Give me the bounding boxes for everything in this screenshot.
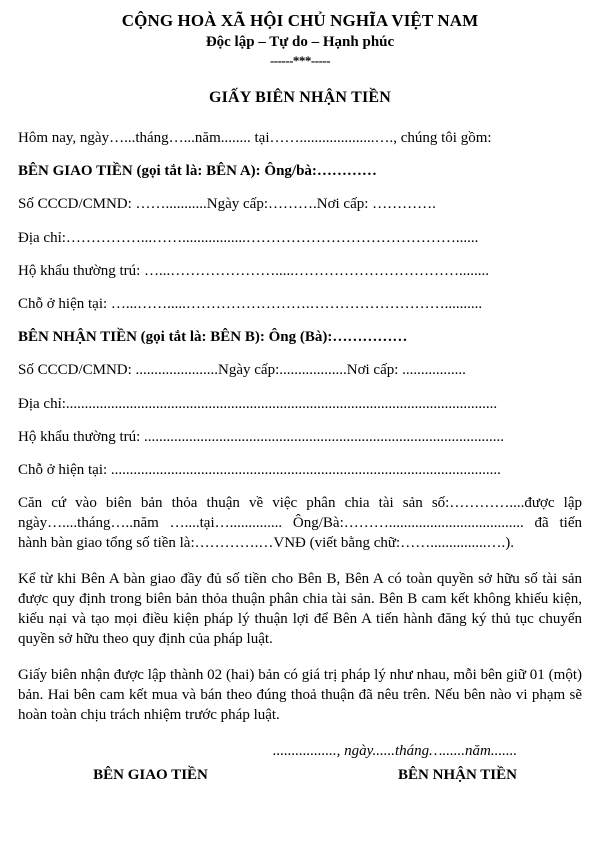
copies-paragraph: Giấy biên nhận được lập thành 02 (hai) bản có giá trị pháp lý như nhau, mỗi bên giữ 01 (một) bản. Hai bên cam kết mua và bán theo đúng thoả thuận đã nêu trên. Nếu bên nào vi phạm sẽ hoàn toàn chịu trách nhiệm trước pháp luật.: [18, 666, 582, 723]
party-b-current-address-line: Chỗ ở hiện tại: ........................................................................................................: [18, 461, 501, 478]
party-b-household-line: Hộ khẩu thường trú: ................................................................................................: [18, 428, 505, 445]
party-a-household-line: Hộ khẩu thường trú: …...………………….....……………………………........: [18, 262, 490, 279]
national-title: CỘNG HOÀ XÃ HỘI CHỦ NGHĨA VIỆT NAM: [121, 11, 479, 30]
party-a-current-address-line: Chỗ ở hiện tại: …...…….....…………………….………………………..........: [18, 295, 483, 312]
party-b-address-line: Địa chỉ:...................................................................................................................: [18, 395, 498, 412]
document-body: [18, 129, 582, 784]
party-a-heading: BÊN GIAO TIỀN (gọi tắt là: BÊN A): Ông/bà:…………: [18, 163, 377, 180]
date-place-line: ................., ngày......tháng…......năm.......: [272, 743, 518, 760]
signature-label-payer: BÊN GIAO TIỀN: [93, 767, 208, 784]
page-title: GIẤY BIÊN NHẬN TIỀN: [208, 89, 392, 107]
national-motto: Độc lập – Tự do – Hạnh phúc: [205, 34, 395, 51]
party-a-id-line: Số CCCD/CMND: ……...........Ngày cấp:……….Nơi cấp: ………….: [18, 196, 436, 213]
basis-paragraph: Căn cứ vào biên bản thỏa thuận về việc phân chia tài sản số:…………....được lập ngày…....tháng…..năm …....tại….............. Ông/Bà:……….................................... đã tiến hành bàn giao tổng số tiền là:………….…VNĐ (viết bằng chữ:……...............….).: [18, 495, 582, 551]
party-a-address-line: Địa chỉ:……………...…….................……………………………………......: [18, 229, 479, 246]
signature-label-payee: BÊN NHẬN TIỀN: [398, 767, 517, 784]
signature-row: [18, 767, 582, 784]
intro-line: Hôm nay, ngày…...tháng…...năm........ tại……....................…., chúng tôi gồm:: [18, 130, 492, 147]
party-b-id-line: Số CCCD/CMND: ......................Ngày cấp:..................Nơi cấp: .................: [18, 362, 466, 379]
ownership-paragraph: Kể từ khi Bên A bàn giao đầy đủ số tiền cho Bên B, Bên A có toàn quyền sở hữu số tài sản được quy định trong biên bản thỏa thuận phân chia tài sản. Bên B cam kết không khiếu kiện, kiếu nại và tạo mọi điều kiện pháp lý thuận lợi để Bên A tiến hành đăng ký thủ tục chuyển quyền sở hữu theo quy định của pháp luật.: [18, 570, 582, 647]
document-header: [18, 0, 582, 68]
party-b-heading: BÊN NHẬN TIỀN (gọi tắt là: BÊN B): Ông (Bà):……………: [18, 329, 408, 346]
header-divider: ------***-----: [269, 52, 331, 68]
